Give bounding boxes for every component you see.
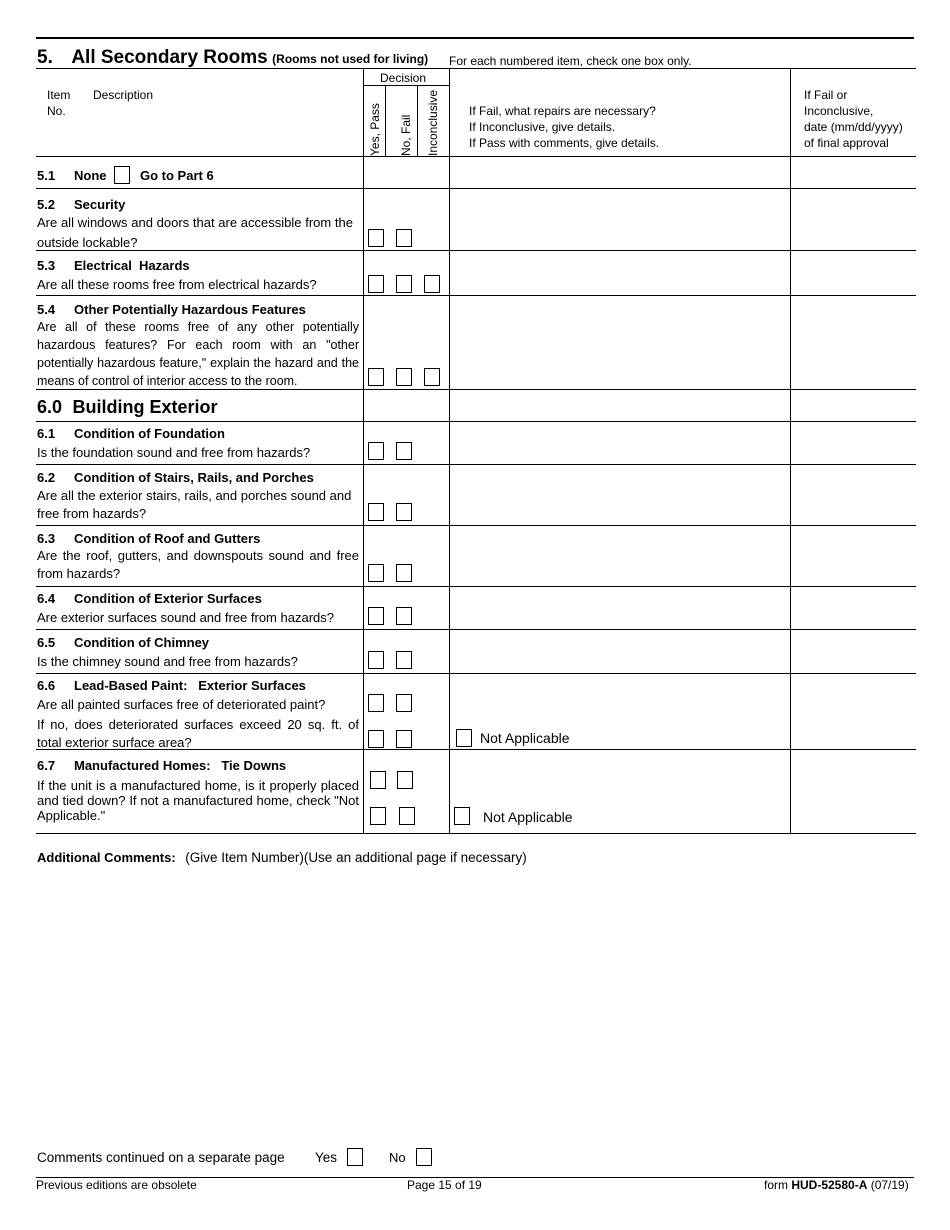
approval-header [804,87,903,151]
fail-col-rule [417,85,418,156]
repairs-header [469,103,659,151]
item-number: 6.5 [37,635,56,650]
item-title-text: Other Potentially Hazardous Features [74,302,306,317]
approval-header-line: date (mm/dd/yyyy) [804,120,903,134]
item-5-2-description: Are all windows and doors that are accessible from the outside lockable? [37,215,353,250]
fail-column-header: No, Fail [399,114,413,156]
item-title-text: Condition of Foundation [74,426,225,441]
item-title-text: Manufactured Homes: Tie Downs [74,758,287,773]
repairs-header-line: If Fail, what repairs are necessary? [469,104,656,118]
continued-no-label: No [389,1150,406,1165]
item-header [47,87,70,119]
item-number: 6.7 [37,758,56,773]
top-rule [36,37,914,39]
item-5-3-pass-checkbox[interactable] [368,275,384,293]
item-6-7-fail-checkbox[interactable] [397,771,413,789]
form-date: (07/19) [867,1178,909,1192]
item-6-7-title [37,758,286,773]
section-5-instruction: For each numbered item, check one box only. [449,54,692,68]
footer-obsolete-note: Previous editions are obsolete [36,1178,197,1192]
item-5-3-title [37,258,190,273]
item-6-4-title [37,591,262,606]
item-number: 5.2 [37,197,56,212]
continued-yes-label: Yes [315,1150,338,1165]
item-number: 5.4 [37,302,56,317]
item-6-6-exceed-yes-checkbox[interactable] [368,730,384,748]
item-6-3-title [37,531,260,546]
item-5-2-pass-checkbox[interactable] [368,229,384,247]
item-6-6-title [37,678,306,693]
additional-comments-area[interactable] [36,872,914,1140]
item-6-6-description-1: Are all painted surfaces free of deteriorated paint? [37,697,326,712]
row-rule [36,421,916,422]
item-6-7-not-applicable-checkbox[interactable] [454,807,470,825]
item-6-2-title [37,470,314,485]
form-prefix: form [764,1178,792,1192]
additional-comments-heading [37,850,527,865]
decision-col-rule [449,68,450,833]
item-6-4-description: Are exterior surfaces sound and free from hazards? [37,610,334,625]
item-6-5-title [37,635,209,650]
item-6-7-description: If the unit is a manufactured home, is it properly placed and tied down? If not a manufactured home, check "Not Applicable." [37,778,359,823]
item-6-1-title [37,426,225,441]
item-6-6-pass-checkbox[interactable] [368,694,384,712]
continued-yes-checkbox[interactable] [347,1148,363,1166]
row-rule [36,833,916,834]
item-6-3-fail-checkbox[interactable] [396,564,412,582]
approval-col-rule [790,68,791,833]
item-5-2-title [37,197,125,212]
item-number: 6.1 [37,426,56,441]
item-title-text: Lead-Based Paint: Exterior Surfaces [74,678,306,693]
row-rule [36,586,916,587]
item-5-3-inconclusive-checkbox[interactable] [424,275,440,293]
section-6-number: 6.0 [37,397,63,417]
item-6-7-pass-checkbox[interactable] [370,771,386,789]
item-5-4-title [37,302,306,317]
table-top-rule [36,68,916,69]
item-title-text: Condition of Stairs, Rails, and Porches [74,470,314,485]
item-5-4-fail-checkbox[interactable] [396,368,412,386]
item-number: 6.6 [37,678,56,693]
item-6-5-fail-checkbox[interactable] [396,651,412,669]
item-5-4-inconclusive-checkbox[interactable] [424,368,440,386]
pass-column-header: Yes, Pass [368,103,382,156]
description-header: Description [93,88,154,102]
item-6-7-row2-fail-checkbox[interactable] [399,807,415,825]
item-5-4-pass-checkbox[interactable] [368,368,384,386]
row-rule [36,188,916,189]
section-6-title: Building Exterior [72,397,218,417]
item-6-1-fail-checkbox[interactable] [396,442,412,460]
item-6-3-pass-checkbox[interactable] [368,564,384,582]
additional-comments-hint: (Give Item Number)(Use an additional page if necessary) [185,850,527,865]
item-6-6-not-applicable-label: Not Applicable [480,730,570,746]
header-bottom-rule [36,156,916,157]
go-to-part-6: Go to Part 6 [140,168,214,183]
item-6-7-not-applicable-label: Not Applicable [483,809,573,825]
item-title-text: Electrical Hazards [74,258,190,273]
item-header-label: Item [47,88,71,102]
item-6-6-fail-checkbox[interactable] [396,694,412,712]
item-5-3-description: Are all these rooms free from electrical hazards? [37,277,317,292]
item-6-2-description: Are all the exterior stairs, rails, and porches sound and free from hazards? [37,488,352,521]
pass-col-rule [385,85,386,156]
inconclusive-column-header: Inconclusive [426,89,440,156]
section-5-subtitle: (Rooms not used for living) [272,52,429,66]
item-5-4-description: Are all of these rooms free of any other potentially hazardous features? For each room with an "other potentially hazardous feature," explain the hazard and the means of control of interior access to the room. [37,320,359,388]
item-6-1-pass-checkbox[interactable] [368,442,384,460]
footer-page-number: Page 15 of 19 [407,1178,482,1192]
footer-form-id [764,1178,909,1192]
item-title-text: Condition of Roof and Gutters [74,531,261,546]
item-6-6-exceed-no-checkbox[interactable] [396,730,412,748]
additional-comments-label: Additional Comments: [37,850,176,865]
decision-under-rule [363,85,450,86]
approval-header-line: If Fail or [804,88,848,102]
item-number: 6.2 [37,470,56,485]
row-rule [36,629,916,630]
item-6-4-pass-checkbox[interactable] [368,607,384,625]
decision-header: Decision [380,71,427,85]
approval-header-line: of final approval [804,136,889,150]
item-no-label: No. [47,104,66,118]
item-title-text: Security [74,197,126,212]
item-6-2-pass-checkbox[interactable] [368,503,384,521]
item-number: 5.3 [37,258,56,273]
item-6-1-description: Is the foundation sound and free from hazards? [37,445,311,460]
section-5-number: 5. [37,47,53,68]
row-rule [36,464,916,465]
item-6-6-not-applicable-checkbox[interactable] [456,729,472,747]
item-number: 5.1 [37,168,56,183]
section-5-title: All Secondary Rooms [71,47,268,68]
item-6-5-pass-checkbox[interactable] [368,651,384,669]
item-title-text: Condition of Exterior Surfaces [74,591,262,606]
item-6-7-row2-pass-checkbox[interactable] [370,807,386,825]
item-number: 6.4 [37,591,56,606]
item-6-4-fail-checkbox[interactable] [396,607,412,625]
none-checkbox[interactable] [114,166,130,184]
repairs-header-line: If Pass with comments, give details. [469,136,660,150]
desc-col-rule [363,68,364,833]
row-rule [36,673,916,674]
item-6-3-description: Are the roof, gutters, and downspouts sound and free from hazards? [37,548,359,581]
item-6-2-fail-checkbox[interactable] [396,503,412,521]
item-6-6-description-2: If no, does deteriorated surfaces exceed 20 sq. ft. of total exterior surface area? [37,717,359,750]
section-5-heading [37,47,428,69]
item-5-2-fail-checkbox[interactable] [396,229,412,247]
form-number: HUD-52580-A [791,1178,868,1192]
item-number: 6.3 [37,531,56,546]
item-title-text: Condition of Chimney [74,635,210,650]
item-5-1-title [37,168,107,183]
section-6-heading [37,397,218,418]
item-5-1-none-label: None [74,168,107,183]
continued-no-checkbox[interactable] [416,1148,432,1166]
repairs-header-line: If Inconclusive, give details. [469,120,616,134]
approval-header-line: Inconclusive, [804,104,874,118]
comments-continued-label: Comments continued on a separate page [37,1150,285,1165]
item-6-5-description: Is the chimney sound and free from hazards? [37,654,298,669]
item-5-3-fail-checkbox[interactable] [396,275,412,293]
row-rule [36,525,916,526]
row-rule [36,295,916,296]
